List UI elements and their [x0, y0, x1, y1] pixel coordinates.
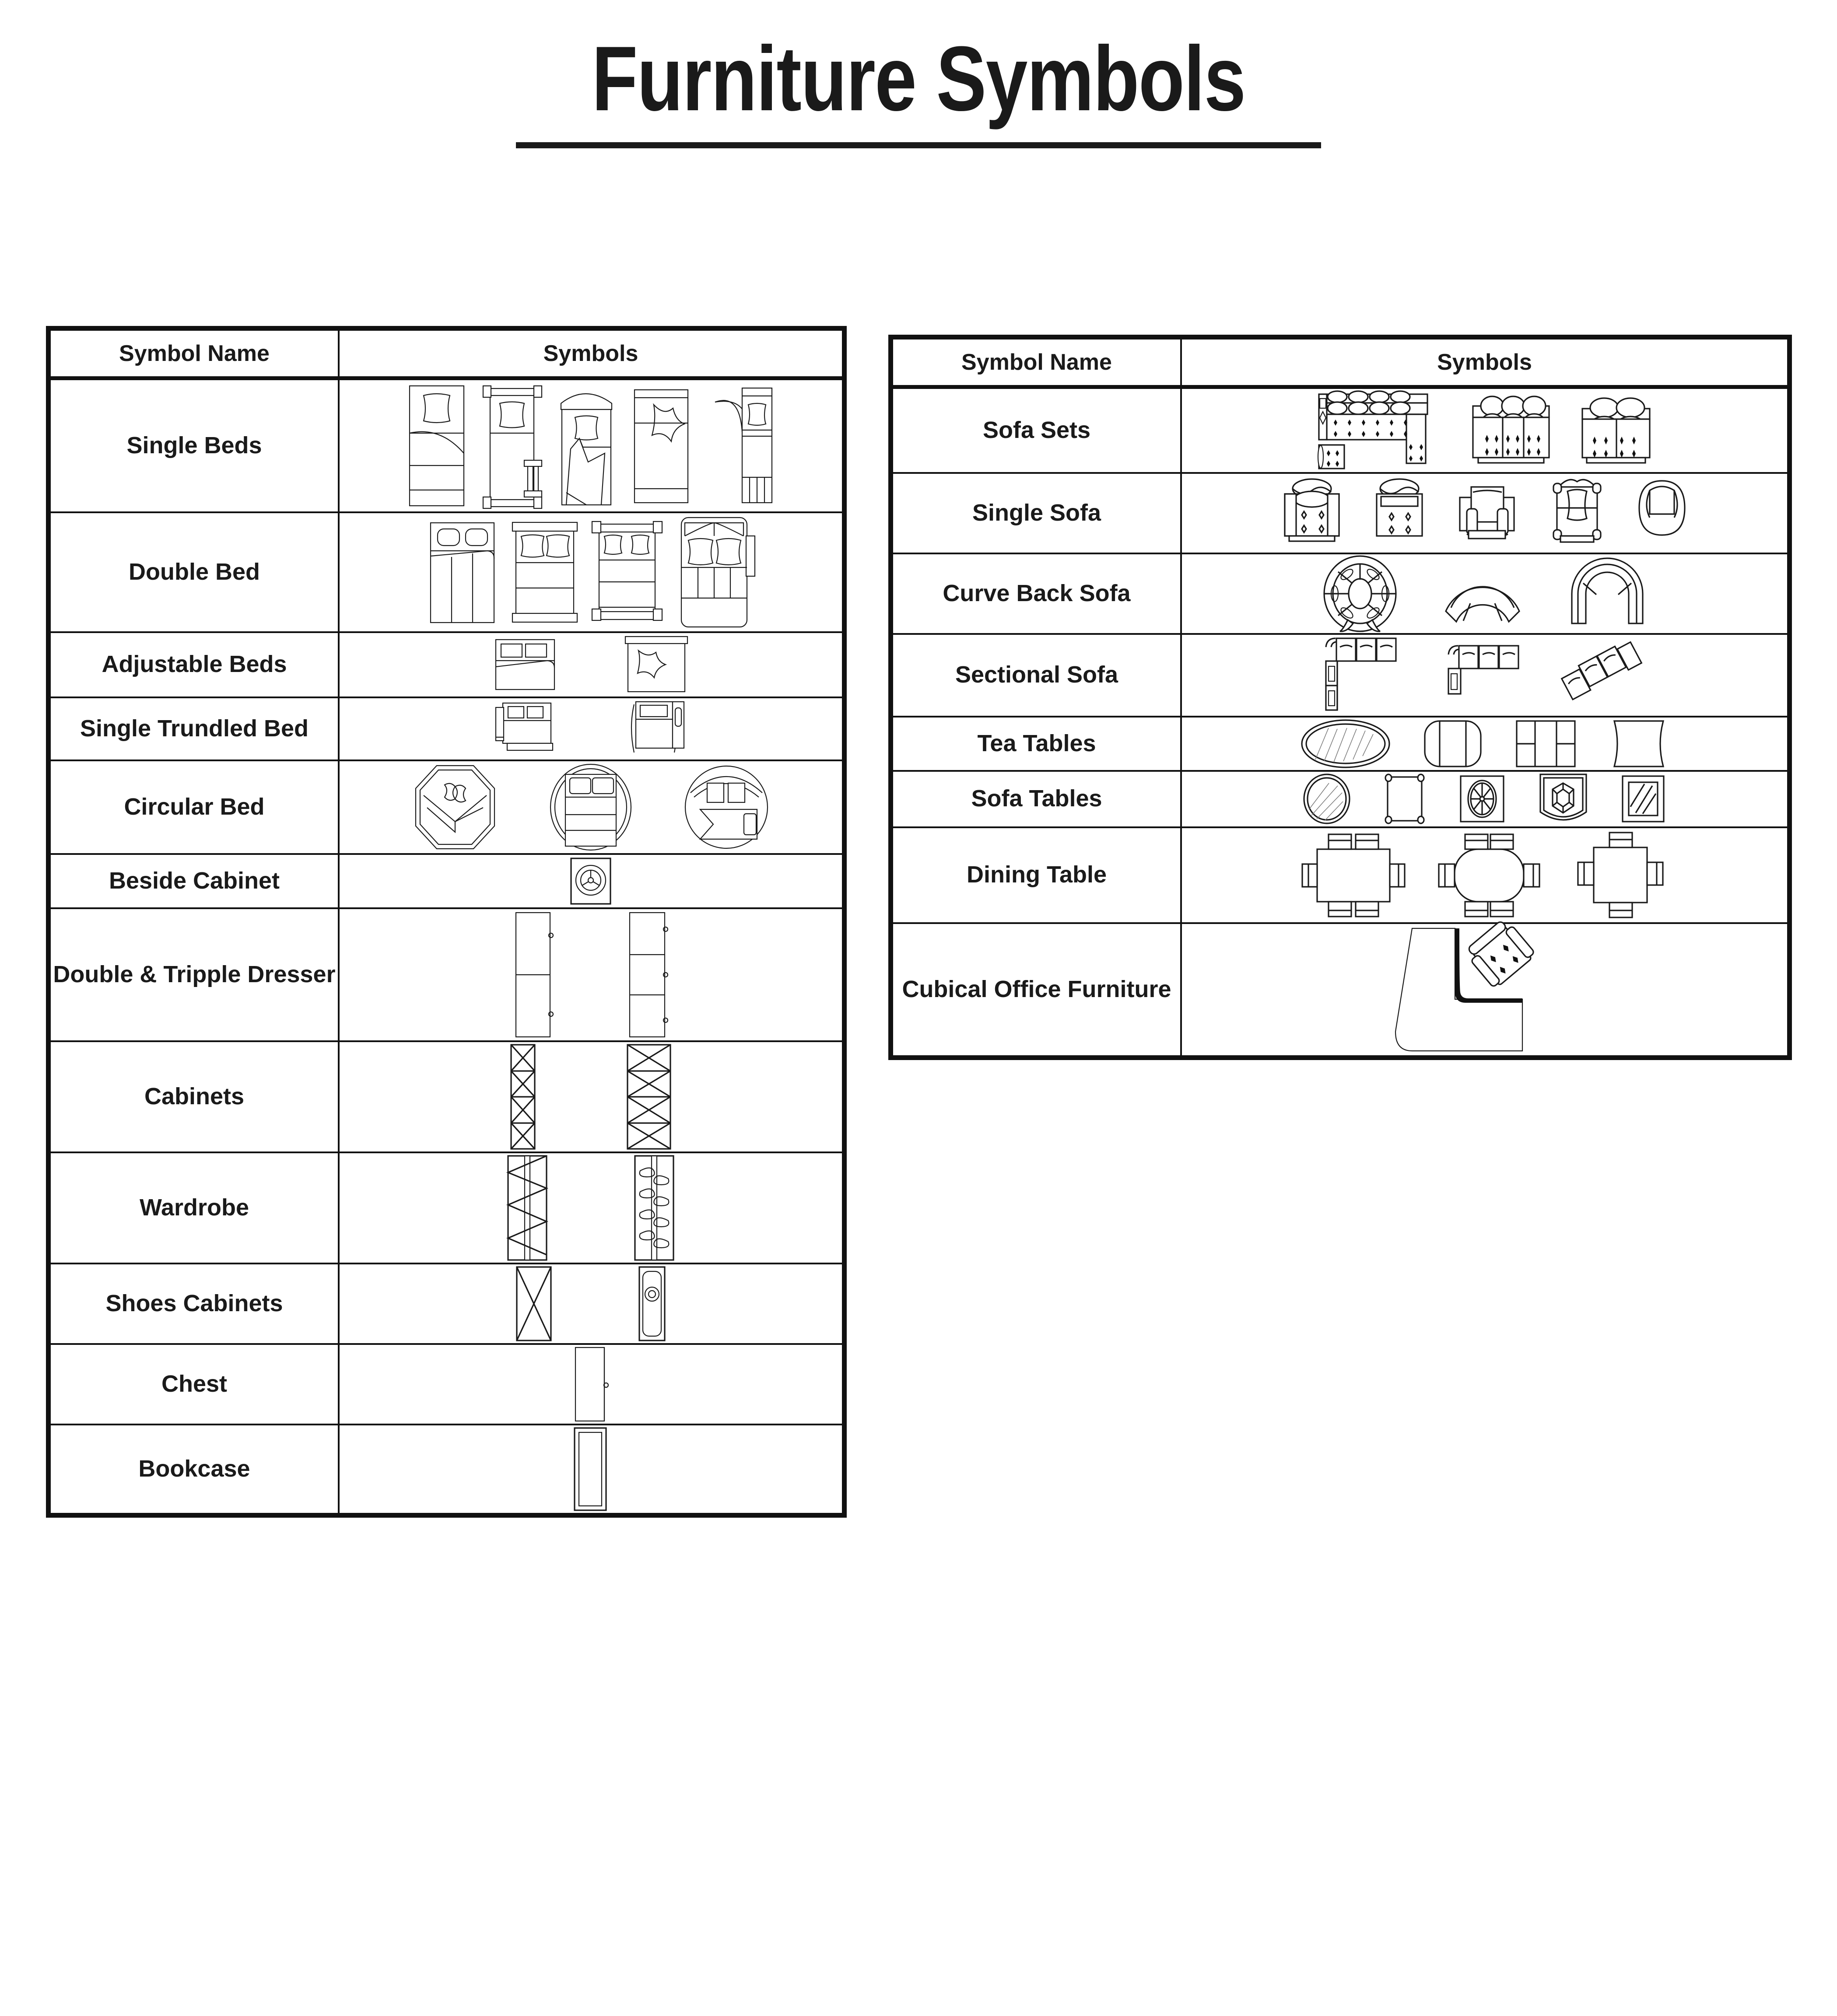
sofa-table-icon	[1619, 773, 1667, 825]
symbol-cell-single-sofa	[1181, 473, 1788, 553]
table-row[interactable]	[892, 387, 1788, 473]
dining-table-icon	[1299, 828, 1408, 922]
header-symbol-name: Symbol Name	[892, 339, 1181, 387]
wardrobe-icon	[632, 1153, 676, 1263]
table-header-row	[892, 339, 1788, 387]
bedside-cabinet-icon	[567, 855, 615, 907]
symbol-cell-beside-cabinet	[339, 854, 843, 908]
table-row[interactable]	[892, 634, 1788, 717]
row-label-chest: Chest	[50, 1344, 339, 1424]
symbol-cell-curve-back-sofa	[1181, 553, 1788, 634]
symbol-cell-single-beds	[339, 378, 843, 512]
circular-bed-icon	[547, 761, 635, 853]
symbol-cell-cabinets	[339, 1041, 843, 1152]
shoe-cabinet-icon	[514, 1264, 554, 1343]
office-cubicle-icon	[1393, 924, 1577, 1055]
curve-back-sofa-icon	[1439, 559, 1526, 629]
table-row[interactable]	[50, 697, 843, 760]
shoe-cabinet-icon	[637, 1264, 667, 1343]
symbol-cell-double-bed	[339, 512, 843, 632]
table-row[interactable]	[50, 1424, 843, 1514]
dining-table-icon	[1570, 828, 1671, 922]
table-row[interactable]	[50, 908, 843, 1041]
table-row[interactable]	[50, 378, 843, 512]
double-bed-icon	[426, 518, 498, 626]
single-bed-icon	[406, 382, 467, 509]
table-row[interactable]	[50, 512, 843, 632]
adjustable-bed-icon	[624, 633, 689, 696]
row-label-adjustable-beds: Adjustable Beds	[50, 632, 339, 697]
table-row[interactable]	[50, 1152, 843, 1264]
row-label-shoes-cabinets: Shoes Cabinets	[50, 1264, 339, 1344]
tea-table-icon	[1422, 718, 1483, 770]
bookcase-icon	[571, 1425, 610, 1513]
curve-back-sofa-icon	[1321, 554, 1399, 633]
table-row[interactable]	[50, 760, 843, 854]
row-label-tea-tables: Tea Tables	[892, 717, 1181, 771]
symbol-cell-cubical-office-furniture	[1181, 923, 1788, 1056]
row-label-double-bed: Double Bed	[50, 512, 339, 632]
tea-table-icon	[1608, 718, 1669, 770]
sofa-table-icon	[1536, 772, 1591, 826]
tea-table-icon	[1300, 718, 1392, 770]
table-row[interactable]	[892, 553, 1788, 634]
symbol-cell-dining-table	[1181, 827, 1788, 923]
single-sofa-icon	[1281, 475, 1343, 551]
symbol-table-right	[888, 335, 1792, 1060]
header-symbol-name: Symbol Name	[50, 330, 339, 378]
symbol-cell-wardrobe	[339, 1152, 843, 1264]
row-label-single-beds: Single Beds	[50, 378, 339, 512]
sofa-set-icon	[1469, 391, 1553, 470]
header-symbols: Symbols	[339, 330, 843, 378]
circular-bed-icon	[683, 761, 770, 853]
table-row[interactable]	[50, 1264, 843, 1344]
header-symbols: Symbols	[1181, 339, 1788, 387]
sectional-sofa-icon	[1443, 642, 1526, 708]
row-label-circular-bed: Circular Bed	[50, 760, 339, 854]
row-label-dining-table: Dining Table	[892, 827, 1181, 923]
single-bed-icon	[556, 382, 617, 509]
symbol-cell-sectional-sofa	[1181, 634, 1788, 717]
sofa-table-icon	[1302, 773, 1352, 825]
table-row[interactable]	[892, 827, 1788, 923]
table-row[interactable]	[50, 1344, 843, 1424]
symbol-cell-sofa-sets	[1181, 387, 1788, 473]
symbol-cell-tea-tables	[1181, 717, 1788, 771]
wardrobe-icon	[505, 1153, 549, 1263]
row-label-bookcase: Bookcase	[50, 1424, 339, 1514]
row-label-sofa-tables: Sofa Tables	[892, 771, 1181, 827]
double-bed-icon	[591, 516, 666, 628]
table-row[interactable]	[892, 771, 1788, 827]
curve-back-sofa-icon	[1566, 559, 1649, 629]
table-row[interactable]	[892, 473, 1788, 553]
table-row[interactable]	[50, 632, 843, 697]
symbol-cell-dresser	[339, 908, 843, 1041]
symbol-cell-circular-bed	[339, 760, 843, 854]
cabinet-icon	[625, 1042, 673, 1152]
row-label-cubical-office-furniture: Cubical Office Furniture	[892, 923, 1181, 1056]
single-bed-icon	[705, 380, 775, 511]
symbol-cell-sofa-tables	[1181, 771, 1788, 827]
symbol-cell-shoes-cabinets	[339, 1264, 843, 1344]
chest-icon	[571, 1345, 610, 1424]
sofa-table-icon	[1457, 773, 1507, 825]
row-label-wardrobe: Wardrobe	[50, 1152, 339, 1264]
symbol-cell-adjustable-beds	[339, 632, 843, 697]
row-label-single-sofa: Single Sofa	[892, 473, 1181, 553]
table-header-row	[50, 330, 843, 378]
trundle-bed-icon	[624, 698, 689, 760]
table-row[interactable]	[892, 923, 1788, 1056]
adjustable-bed-icon	[492, 636, 558, 693]
row-label-sofa-sets: Sofa Sets	[892, 387, 1181, 473]
single-bed-icon	[479, 382, 544, 509]
symbol-table-left	[46, 326, 847, 1518]
sectional-sofa-icon	[1557, 642, 1649, 708]
trundle-bed-icon	[492, 700, 558, 757]
row-label-cabinets: Cabinets	[50, 1041, 339, 1152]
cabinet-icon	[508, 1042, 537, 1152]
symbol-cell-chest	[339, 1344, 843, 1424]
dresser-icon	[510, 909, 558, 1040]
single-sofa-icon	[1373, 475, 1426, 551]
double-bed-icon	[510, 516, 580, 628]
circular-bed-icon	[411, 761, 499, 853]
dresser-icon	[624, 909, 672, 1040]
single-sofa-icon	[1548, 474, 1605, 553]
table-row[interactable]	[892, 717, 1788, 771]
row-label-single-trundled-bed: Single Trundled Bed	[50, 697, 339, 760]
sofa-set-icon	[1579, 391, 1653, 470]
table-row[interactable]	[50, 1041, 843, 1152]
single-sofa-icon	[1636, 475, 1688, 551]
row-label-beside-cabinet: Beside Cabinet	[50, 854, 339, 908]
sectional-sofa-icon	[1321, 635, 1413, 716]
row-label-sectional-sofa: Sectional Sofa	[892, 634, 1181, 717]
single-sofa-icon	[1456, 475, 1518, 551]
row-label-double-tripple-dresser: Double & Tripple Dresser	[50, 908, 339, 1041]
double-bed-icon	[677, 513, 756, 631]
row-label-curve-back-sofa: Curve Back Sofa	[892, 553, 1181, 634]
symbol-cell-single-trundled-bed	[339, 697, 843, 760]
dining-table-icon	[1434, 828, 1544, 922]
symbol-cell-bookcase	[339, 1424, 843, 1514]
page-title: Furniture Symbols	[592, 27, 1245, 130]
sofa-table-icon	[1381, 773, 1429, 825]
table-row[interactable]	[50, 854, 843, 908]
single-bed-icon	[628, 380, 694, 511]
title-block	[0, 27, 1837, 148]
title-underline	[516, 142, 1321, 148]
tea-table-icon	[1514, 718, 1578, 770]
sofa-set-icon	[1316, 389, 1443, 472]
